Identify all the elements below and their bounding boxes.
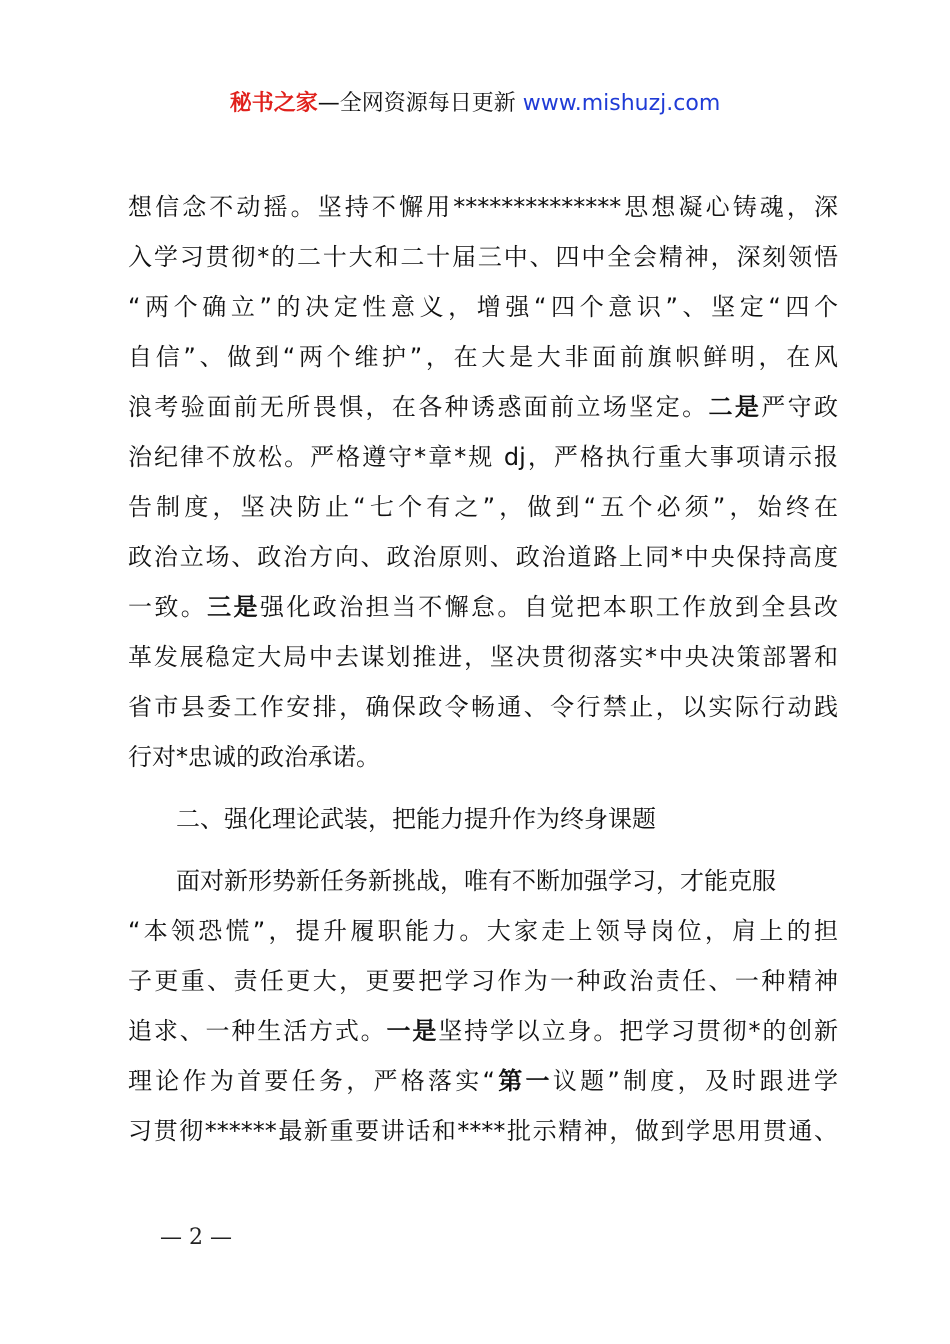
bold-marker-di-yi: 第一 <box>495 1067 553 1095</box>
text-line: 革发展稳定大局中去谋划推进，坚决贯彻落实*中央决策部署和 <box>128 643 838 671</box>
page-number: — 2 — <box>160 1225 232 1250</box>
bold-marker-er-shi: 二是 <box>708 393 762 421</box>
text-line: 告制度，坚决防止“七个有之”，做到“五个必须”，始终在 <box>128 493 838 521</box>
text-line: 习贯彻******最新重要讲话和****批示精神，做到学思用贯通、 <box>128 1117 838 1145</box>
document-body <box>128 182 838 1156</box>
text-line: 自信”、做到“两个维护”，在大是大非面前旗帜鲜明，在风 <box>128 343 838 371</box>
text-line: 想信念不动摇。坚持不懈用**************思想凝心铸魂，深 <box>128 193 838 221</box>
paragraph-theoretical-study <box>128 856 838 1156</box>
text-line: 一致。三是强化政治担当不懈怠。自觉把本职工作放到全县改 <box>128 593 839 621</box>
header-tagline: —全网资源每日更新 <box>317 91 516 116</box>
bold-marker-san-shi: 三是 <box>207 593 260 621</box>
text-line: “两个确立”的决定性意义，增强“四个意识”、坚定“四个 <box>128 293 838 321</box>
text-line: 面对新形势新任务新挑战，唯有不断加强学习，才能克服 <box>176 867 776 895</box>
text-line: 政治立场、政治方向、政治原则、政治道路上同*中央保持高度 <box>128 543 838 571</box>
text-line: 子更重、责任更大，更要把学习作为一种政治责任、一种精神 <box>128 967 838 995</box>
text-line: 浪考验面前无所畏惧，在各种诱惑面前立场坚定。二是严守政 <box>128 393 839 421</box>
text-line: 省市县委工作安排，确保政令畅通、令行禁止，以实际行动践 <box>128 693 838 721</box>
document-header <box>0 86 950 122</box>
website-link[interactable]: www.mishuzj.com <box>522 91 721 116</box>
section-heading: 二、强化理论武装，把能力提升作为终身课题 <box>176 805 656 833</box>
bold-marker-yi-shi: 一是 <box>386 1017 439 1045</box>
brand-name: 秘书之家 <box>229 91 318 116</box>
text-line: 行对*忠诚的政治承诺。 <box>128 743 380 771</box>
text-line: 入学习贯彻*的二十大和二十届三中、四中全会精神，深刻领悟 <box>128 243 838 271</box>
paragraph-political-discipline <box>128 182 838 782</box>
text-line: 追求、一种生活方式。一是坚持学以立身。把学习贯彻*的创新 <box>128 1017 839 1045</box>
text-line: 治纪律不放松。严格遵守*章*规 dj，严格执行重大事项请示报 <box>128 443 838 471</box>
text-line: 理论作为首要任务，严格落实“第一议题”制度，及时跟进学 <box>128 1067 839 1095</box>
text-line: “本领恐慌”，提升履职能力。大家走上领导岗位，肩上的担 <box>128 917 838 945</box>
